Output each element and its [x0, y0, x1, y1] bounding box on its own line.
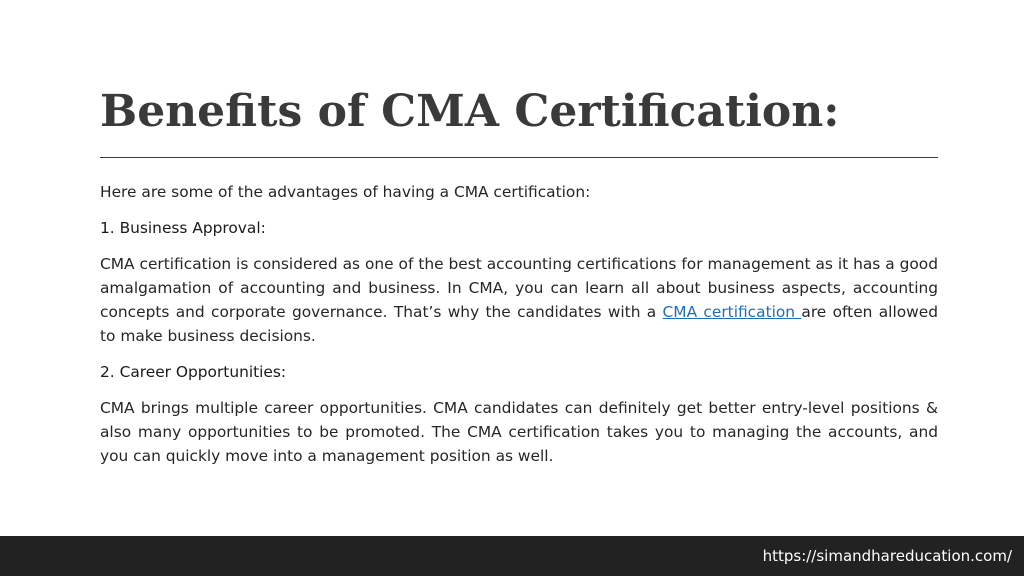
section-heading-career-opportunities: 2. Career Opportunities:: [100, 363, 287, 381]
business-approval-text: CMA certification is considered as one of the best accounting certifications for management as it has a good amalgamation of accounting and business. In CMA, you can learn all about business aspects, accounting concepts and corporate governance. That’s why the candidates with a: [100, 255, 938, 321]
intro-text: Here are some of the advantages of having a CMA certification:: [100, 183, 591, 201]
slide-body: [100, 180, 938, 480]
career-opportunities-paragraph: CMA brings multiple career opportunities. CMA candidates can definitely get better entry-level positions & also many opportunities to be promoted. The CMA certification takes you to managing the accounts, and you can quickly move into a management position as well.: [100, 399, 938, 465]
title-divider: [100, 157, 938, 158]
business-approval-paragraph: [100, 252, 938, 348]
slide-title: Benefits of CMA Certification:: [100, 86, 840, 137]
footer-url: https://simandhareducation.com/: [762, 547, 1012, 565]
footer-bar: [0, 536, 1024, 576]
cma-certification-link[interactable]: CMA certification: [662, 303, 802, 321]
section-heading-business-approval: 1. Business Approval:: [100, 219, 266, 237]
business-approval-text-end: are often allowed to make business decisions.: [100, 303, 938, 345]
